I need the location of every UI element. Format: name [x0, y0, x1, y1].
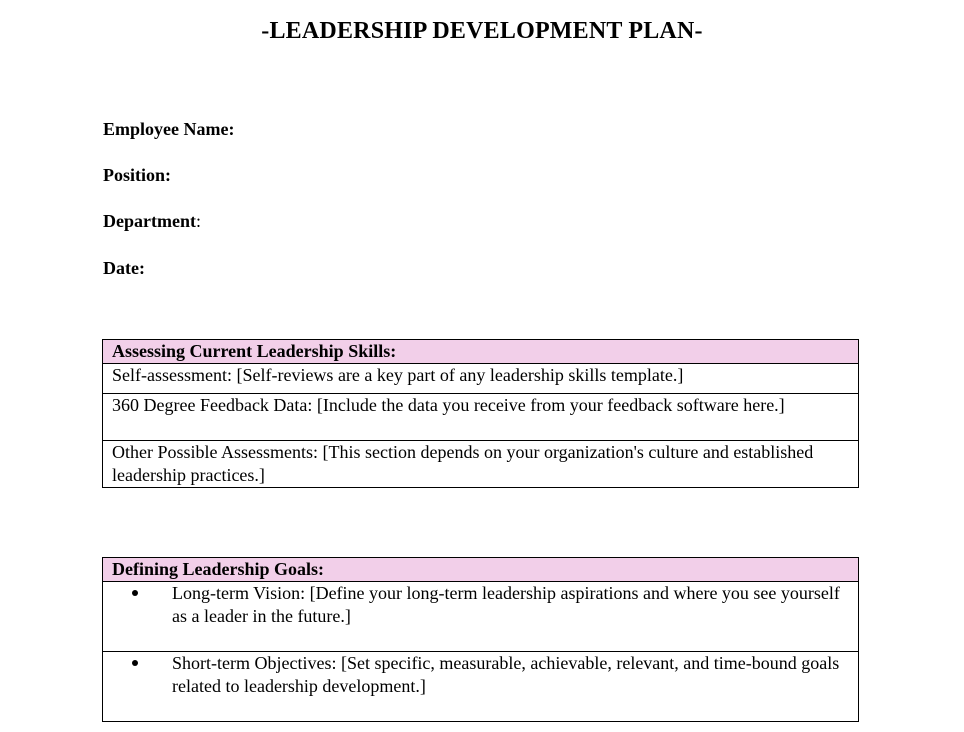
bullet-icon	[112, 582, 172, 605]
position-label: Position:	[103, 165, 172, 185]
list-item	[112, 582, 849, 628]
leadership-goals-header: Defining Leadership Goals:	[103, 558, 859, 582]
bullet-icon	[112, 652, 172, 675]
long-term-vision-text: Long-term Vision: [Define your long-term leadership aspirations and where you see yourself as a leader in the future.]	[172, 583, 840, 626]
employee-name-label: Employee Name:	[103, 119, 235, 139]
self-assessment-row: Self-assessment: [Self-reviews are a key part of any leadership skills template.]	[103, 364, 859, 394]
feedback-data-row: 360 Degree Feedback Data: [Include the data you receive from your feedback software here.]	[103, 394, 859, 441]
employee-name-field	[103, 118, 234, 140]
date-label: Date:	[103, 258, 145, 278]
long-term-vision-row	[103, 582, 859, 652]
department-label: Department	[103, 211, 196, 231]
department-field	[103, 210, 201, 232]
other-assessments-row: Other Possible Assessments: [This section depends on your organization's culture and established leadership practices.]	[103, 441, 859, 488]
assessing-skills-header: Assessing Current Leadership Skills:	[103, 340, 859, 364]
position-field	[103, 164, 171, 186]
document-title: -LEADERSHIP DEVELOPMENT PLAN-	[261, 18, 703, 44]
assessing-skills-table	[102, 339, 859, 488]
list-item	[112, 652, 849, 698]
short-term-objectives-row	[103, 652, 859, 722]
short-term-objectives-text: Short-term Objectives: [Set specific, measurable, achievable, relevant, and time-bound goals related to leadership development.]	[172, 653, 840, 696]
date-field	[103, 257, 145, 279]
leadership-goals-table	[102, 557, 859, 722]
department-colon: :	[195, 211, 201, 231]
